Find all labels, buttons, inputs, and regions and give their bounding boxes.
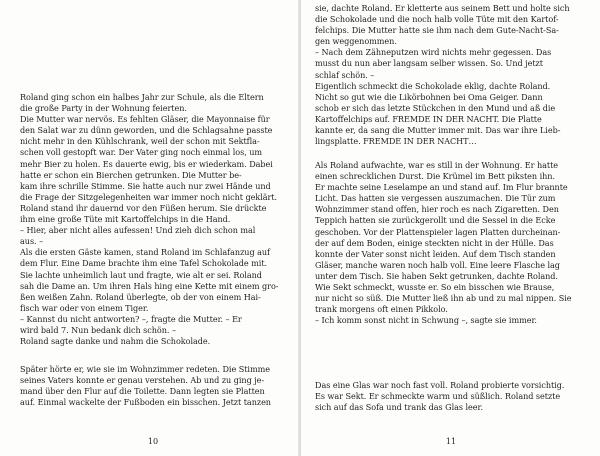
text-line: felchips. Die Mutter hatte sie ihm nach dem Gute-Nacht-Sa- xyxy=(315,25,559,36)
text-line: Roland ging schon ein halbes Jahr zur Schule, als die Eltern xyxy=(20,92,264,102)
text-line: Es war Sekt. Er schmeckte warm und süßlich. Roland setzte xyxy=(315,391,561,402)
text-line: nur nicht so süß. Die Mutter ließ ihn ab und zu mal nippen. Sie xyxy=(315,293,572,304)
text-line: – Kannst du nicht antworten? –, fragte die Mutter. – Er xyxy=(20,313,242,324)
text-line: sie, dachte Roland. Er kletterte aus seinem Bett und holte sich xyxy=(315,3,570,13)
text-line: dem Flur. Eine Dame brachte ihm eine Tafel Schokolade mit. xyxy=(20,258,268,269)
left-page xyxy=(0,0,299,456)
text-line: mehr Bier zu holen. Es dauerte ewig, bis er wiederkam. Dabei xyxy=(20,158,273,169)
text-line: – Nach dem Zähneputzen wird nichts mehr gegessen. Das xyxy=(315,47,552,58)
text-line: ihm eine große Tüte mit Kartoffelchips in die Hand. xyxy=(20,214,231,225)
text-line: Kartoffelchips auf. FREMDE IN DER NACHT. Die Platte xyxy=(315,113,542,124)
text-line: Als Roland aufwachte, war es still in der Wohnung. Er hatte xyxy=(315,160,559,170)
text-line: Das eine Glas war noch fast voll. Roland probierte vorsichtig. xyxy=(315,380,565,390)
text-line: lingsplatte. FREMDE IN DER NACHT… xyxy=(315,136,477,147)
text-line: einen schrecklichen Durst. Die Krümel im Bett piksten ihn. xyxy=(315,171,555,182)
text-line: auf. Einmal wackelte der Fußboden ein bisschen. Jetzt tanzen xyxy=(20,397,271,408)
text-line: seines Vaters konnte er genau verstehen. Ab und zu ging je- xyxy=(20,375,265,386)
text-line: schob er sich das letzte Stückchen in den Mund und aß die xyxy=(315,102,556,113)
text-line: gen weggenommen. xyxy=(315,36,397,47)
left-page-text-block-2 xyxy=(20,364,282,408)
text-line: der auf dem Boden, einige steckten nicht in der Hülle. Das xyxy=(315,237,554,248)
text-line: Später hörte er, wie sie im Wohnzimmer redeten. Die Stimme xyxy=(20,364,270,374)
text-line: Die Mutter war nervös. Es fehlten Gläser, die Mayonnaise für xyxy=(20,114,270,125)
text-line: Wohnzimmer stand offen, hier roch es nach Zigaretten. Den xyxy=(315,204,559,215)
right-page xyxy=(301,0,600,456)
text-line: Eigentlich schmeckt die Schokolade eklig, dachte Roland. xyxy=(315,80,551,91)
text-line: kam ihre schrille Stimme. Sie hatte auch nur zwei Hände und xyxy=(20,180,271,191)
text-line: Sie lachte unheimlich laut und fragte, wie alt er sei. Roland xyxy=(20,269,262,280)
text-line: Wie Sekt schmeckt, wusste er. So ein bisschen wie Brause, xyxy=(315,282,555,293)
text-line: schen voll gestopft war. Der Vater ging noch einmal los, um xyxy=(20,147,263,158)
left-page-number: 10 xyxy=(147,437,159,446)
text-line: Roland sagte danke und nahm die Schokolade. xyxy=(20,336,211,347)
text-line: sah die Dame an. Um ihren Hals hing eine Kette mit einem gro- xyxy=(20,280,279,291)
text-line: Gläser, manche waren noch halb voll. Eine leere Flasche lag xyxy=(315,259,560,270)
text-line: sich auf das Sofa und trank das Glas leer. xyxy=(315,402,483,413)
text-line: hatte er schon ein Bierchen getrunken. Die Mutter be- xyxy=(20,169,242,180)
text-line: unter dem Tisch. Sie haben Sekt getrunken, dachte Roland. xyxy=(315,270,558,281)
text-line: musst du nun aber langsam selber wissen. So. Und jetzt xyxy=(315,58,543,69)
text-line: schlaf schön. – xyxy=(315,69,375,80)
text-line: – Ich komm sonst nicht in Schwung –, sagte sie immer. xyxy=(315,315,537,326)
text-line: nicht mehr in den Kühlschrank, weil der schon mit Sektfla- xyxy=(20,136,260,147)
right-page-text-block-3 xyxy=(315,380,585,413)
text-line: kannte er, da sang die Mutter immer mit. Das war ihre Lieb- xyxy=(315,125,561,136)
text-line: die große Party in der Wohnung feierten. xyxy=(20,103,187,114)
text-line: mand über den Flur auf die Toilette. Dann legten sie Platten xyxy=(20,386,265,397)
text-line: trank morgens oft einen Pikkolo. xyxy=(315,304,448,315)
text-line: Er machte seine Leselampe an und stand auf. Im Flur brannte xyxy=(315,182,568,193)
text-line: die Frage der Sitzgelegenheiten war immer noch nicht geklärt. xyxy=(20,191,278,202)
text-line: Roland stand ihr dauernd vor den Füßen herum. Sie drückte xyxy=(20,202,267,213)
right-page-text-block-1 xyxy=(315,3,585,147)
right-page-text-block-2 xyxy=(315,160,585,326)
text-line: aus. – xyxy=(20,236,44,247)
text-line: Nicht so gut wie die Likörbohnen bei Oma Geiger. Dann xyxy=(315,91,543,102)
text-line: Licht. Das hatten sie vergessen auszumachen. Die Tür zum xyxy=(315,193,556,204)
left-page-text-block-1 xyxy=(20,92,282,347)
text-line: ßen weißen Zahn. Roland überlegte, ob der von einem Hai- xyxy=(20,291,261,302)
text-line: geschoben. Vor der Plattenspieler lagen Platten durcheinan- xyxy=(315,226,561,237)
text-line: fisch war oder von einem Tiger. xyxy=(20,302,149,313)
text-line: wird bald 7. Nun bedank dich schön. – xyxy=(20,324,176,335)
text-line: die Schokolade und die noch halb volle Tüte mit den Kartof- xyxy=(315,14,559,25)
right-page-number: 11 xyxy=(445,437,457,446)
text-line: Als die ersten Gäste kamen, stand Roland im Schlafanzug auf xyxy=(20,247,270,258)
text-line: konnte der Vater sonst nicht leiden. Auf dem Tisch standen xyxy=(315,248,556,259)
text-line: Teppich hatten sie zurückgerollt und die Sessel in die Ecke xyxy=(315,215,556,226)
text-line: – Hier, aber nicht alles aufessen! Und zieh dich schon mal xyxy=(20,225,256,236)
text-line: den Salat war zu dünn geworden, und die Schlagsahne passte xyxy=(20,125,273,136)
